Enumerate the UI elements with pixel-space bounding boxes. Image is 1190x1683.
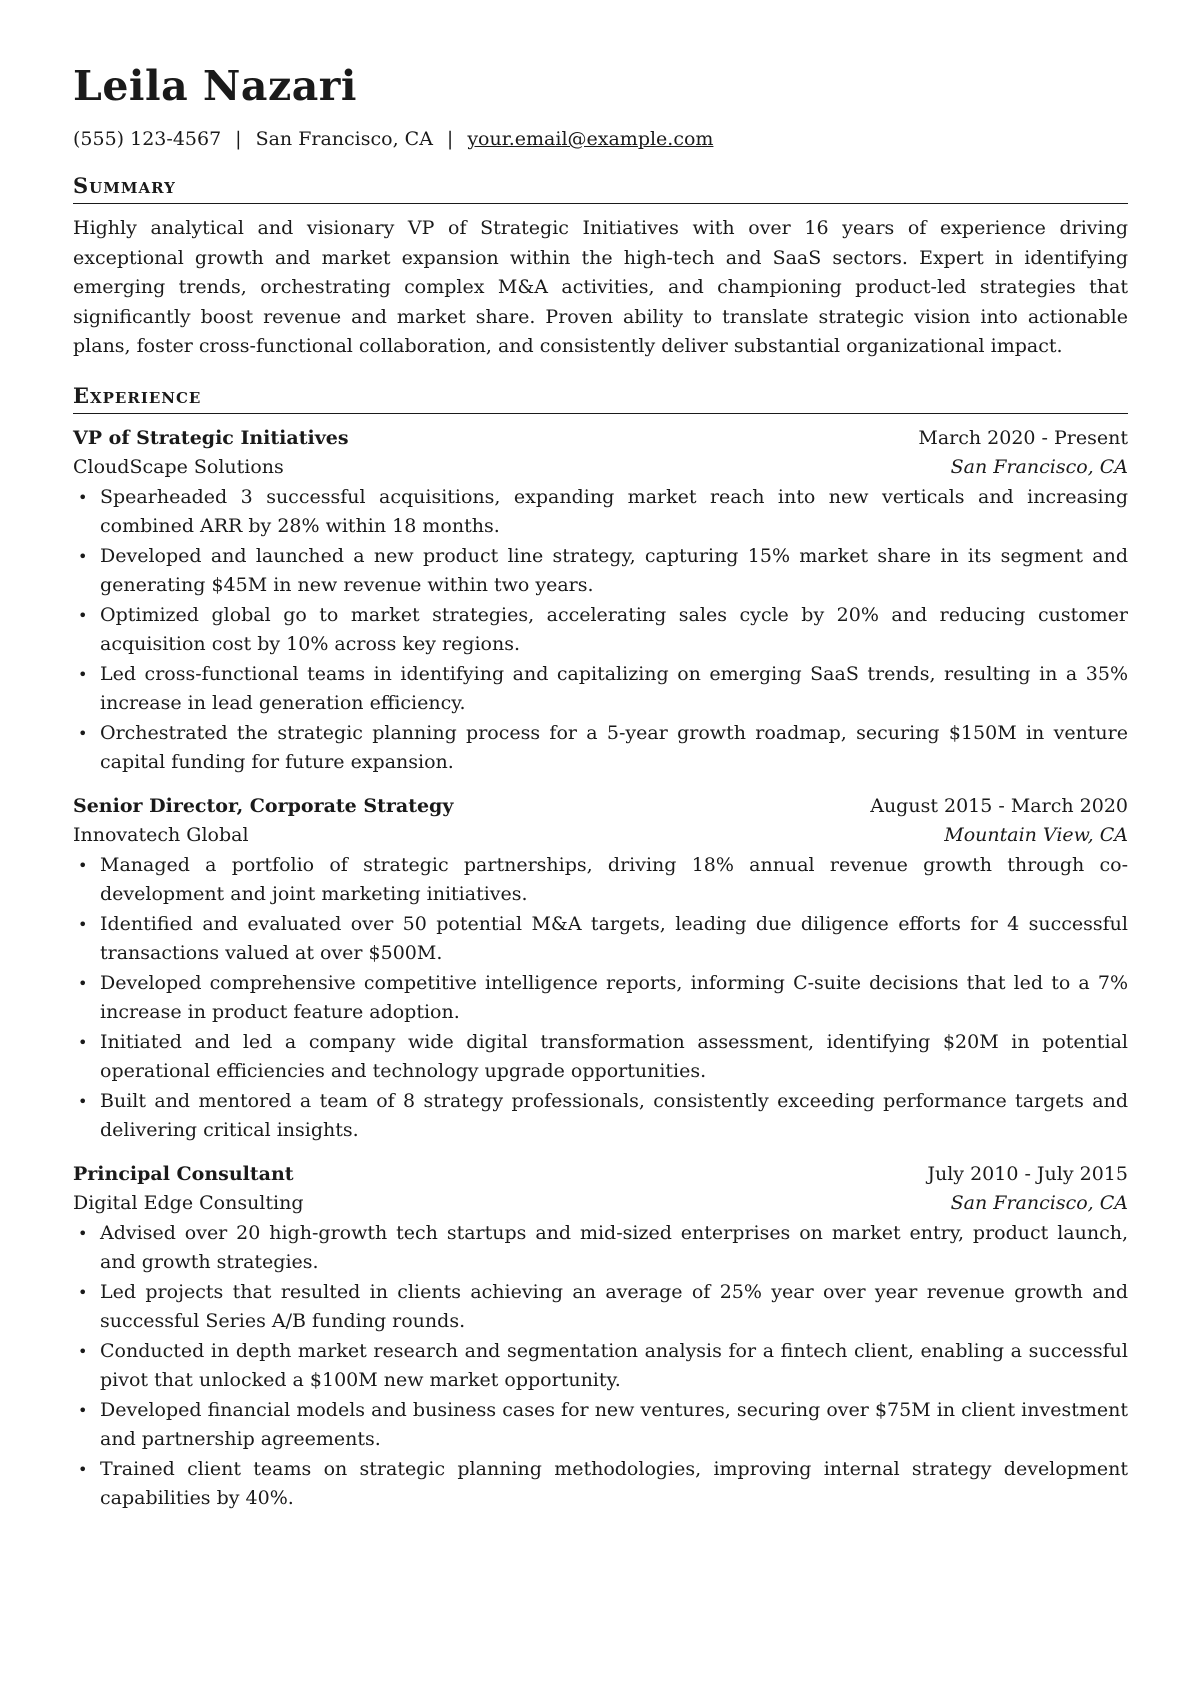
bullet-item — [73, 1396, 1128, 1455]
bullet-dot: • — [78, 914, 88, 934]
summary-heading: Summary — [73, 172, 1128, 204]
bullet-dot: • — [78, 664, 88, 684]
job-bullets — [73, 483, 1128, 778]
bullet-item — [73, 719, 1128, 778]
contact-separator: | — [446, 128, 454, 150]
job-entry — [73, 1160, 1128, 1514]
bullet-item — [73, 1219, 1128, 1278]
bullet-text: Identified and evaluated over 50 potential M&A targets, leading due diligence efforts for 4 successful transactions valued at over $500M. — [100, 912, 1128, 964]
phone-number: (555) 123-4567 — [73, 128, 222, 150]
bullet-text: Led cross-functional teams in identifying and capitalizing on emerging SaaS trends, resulting in a 35% increase in lead generation efficiency. — [100, 662, 1128, 714]
bullet-text: Initiated and led a company wide digital transformation assessment, identifying $20M in potential operational efficiencies and technology upgrade opportunities. — [100, 1030, 1128, 1082]
bullet-text: Optimized global go to market strategies, accelerating sales cycle by 20% and reducing customer acquisition cost by 10% across key regions. — [100, 603, 1128, 655]
job-title: Principal Consultant — [73, 1162, 294, 1185]
candidate-name: Leila Nazari — [73, 62, 357, 110]
bullet-text: Orchestrated the strategic planning process for a 5-year growth roadmap, securing $150M in venture capital funding for future expansion. — [100, 721, 1128, 773]
job-company: Innovatech Global — [73, 824, 249, 846]
bullet-dot: • — [78, 1223, 88, 1243]
location-text: San Francisco, CA — [255, 128, 433, 150]
job-header-row — [73, 424, 1128, 454]
experience-heading: Experience — [73, 382, 1128, 414]
job-dates: August 2015 - March 2020 — [870, 794, 1128, 817]
bullet-item — [73, 1337, 1128, 1396]
bullet-item — [73, 660, 1128, 719]
bullet-text: Advised over 20 high-growth tech startups and mid-sized enterprises on market entry, product launch, and growth strategies. — [100, 1221, 1128, 1273]
resume-page — [73, 60, 1128, 1514]
bullet-dot: • — [78, 855, 88, 875]
bullet-text: Trained client teams on strategic planning methodologies, improving internal strategy development capabilities by 40%. — [100, 1457, 1128, 1509]
bullet-dot: • — [78, 487, 88, 507]
job-company-row — [73, 821, 1128, 851]
bullet-item — [73, 969, 1128, 1028]
job-header-row — [73, 792, 1128, 822]
job-company-row — [73, 453, 1128, 483]
bullet-text: Developed financial models and business cases for new ventures, securing over $75M in client investment and partnership agreements. — [100, 1398, 1128, 1450]
bullet-item — [73, 1278, 1128, 1337]
bullet-item — [73, 1455, 1128, 1514]
summary-text: Highly analytical and visionary VP of Strategic Initiatives with over 16 years of experience driving exceptional growth and market expansion within the high-tech and SaaS sectors. Expert in identifying emerging trends, orchestrating complex M&A activities, and championing product-led strategies that significantly boost revenue and market share. Proven ability to translate strategic vision into actionable plans, foster cross-functional collaboration, and consistently deliver substantial organizational impact. — [73, 217, 1128, 357]
job-title: Senior Director, Corporate Strategy — [73, 794, 454, 817]
contact-line — [73, 126, 1128, 152]
job-location: Mountain View, CA — [944, 824, 1128, 846]
bullet-dot: • — [78, 973, 88, 993]
job-dates: March 2020 - Present — [918, 426, 1128, 449]
bullet-item — [73, 1087, 1128, 1146]
bullet-dot: • — [78, 546, 88, 566]
job-title: VP of Strategic Initiatives — [73, 426, 349, 449]
bullet-dot: • — [78, 1032, 88, 1052]
bullet-dot: • — [78, 723, 88, 743]
job-company: CloudScape Solutions — [73, 456, 284, 478]
job-dates: July 2010 - July 2015 — [927, 1162, 1128, 1185]
bullet-item — [73, 483, 1128, 542]
job-bullets — [73, 1219, 1128, 1514]
bullet-dot: • — [78, 1341, 88, 1361]
bullet-item — [73, 542, 1128, 601]
bullet-text: Led projects that resulted in clients achieving an average of 25% year over year revenue growth and successful Series A/B funding rounds. — [100, 1280, 1128, 1332]
bullet-dot: • — [78, 605, 88, 625]
bullet-item — [73, 1028, 1128, 1087]
bullet-dot: • — [78, 1091, 88, 1111]
job-location: San Francisco, CA — [950, 1192, 1128, 1214]
bullet-dot: • — [78, 1282, 88, 1302]
job-company-row — [73, 1189, 1128, 1219]
bullet-item — [73, 910, 1128, 969]
bullet-text: Managed a portfolio of strategic partnerships, driving 18% annual revenue growth through co-development and joint marketing initiatives. — [100, 853, 1128, 905]
bullet-item — [73, 601, 1128, 660]
job-entry — [73, 424, 1128, 778]
bullet-text: Conducted in depth market research and segmentation analysis for a fintech client, enabling a successful pivot that unlocked a $100M new market opportunity. — [100, 1339, 1128, 1391]
bullet-item — [73, 851, 1128, 910]
bullet-text: Built and mentored a team of 8 strategy professionals, consistently exceeding performance targets and delivering critical insights. — [100, 1089, 1128, 1141]
bullet-text: Spearheaded 3 successful acquisitions, expanding market reach into new verticals and increasing combined ARR by 28% within 18 months. — [100, 485, 1128, 537]
bullet-text: Developed comprehensive competitive intelligence reports, informing C-suite decisions that led to a 7% increase in product feature adoption. — [100, 971, 1128, 1023]
bullet-dot: • — [78, 1400, 88, 1420]
experience-list — [73, 424, 1128, 1514]
job-location: San Francisco, CA — [950, 456, 1128, 478]
job-entry — [73, 792, 1128, 1146]
job-company: Digital Edge Consulting — [73, 1192, 304, 1214]
contact-separator: | — [235, 128, 242, 150]
job-header-row — [73, 1160, 1128, 1190]
bullet-dot: • — [78, 1459, 88, 1479]
bullet-text: Developed and launched a new product line strategy, capturing 15% market share in its segment and generating $45M in new revenue within two years. — [100, 544, 1128, 596]
job-bullets — [73, 851, 1128, 1146]
email-link[interactable]: your.email@example.com — [467, 128, 714, 150]
